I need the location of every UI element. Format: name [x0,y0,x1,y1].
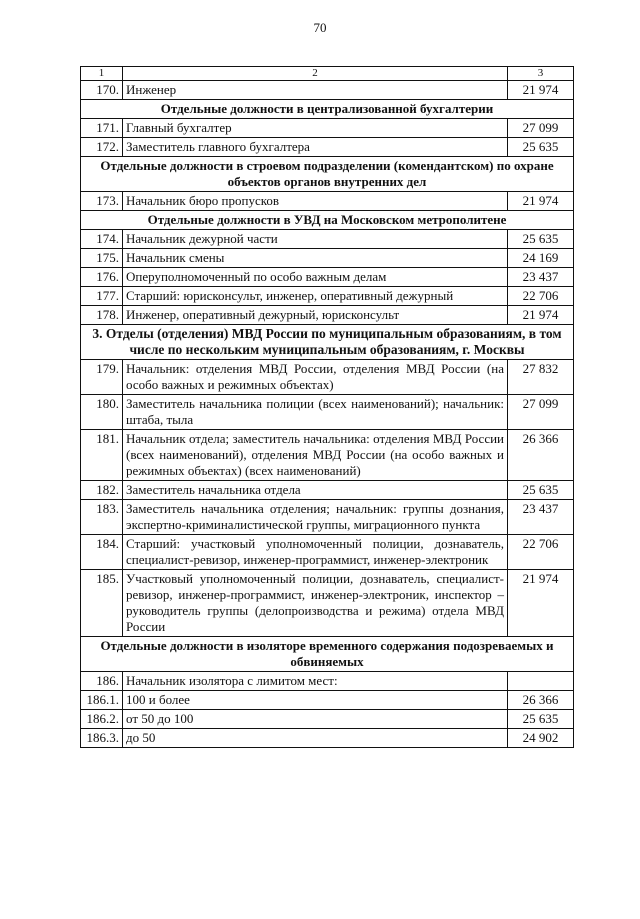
table-row [81,81,574,100]
salary-value: 21 974 [508,192,574,211]
salary-value: 24 169 [508,249,574,268]
salary-value: 26 366 [508,430,574,481]
table-row [81,500,574,535]
section-heading: Отдельные должности в строевом подразделении (комендантском) по охране объектов органов внутренних дел [81,157,574,192]
section-heading-row [81,157,574,192]
salary-value: 21 974 [508,81,574,100]
table-row [81,395,574,430]
header-col-3: 3 [508,67,574,81]
salary-value: 23 437 [508,268,574,287]
table-row [81,672,574,691]
salary-table [80,66,574,748]
salary-value [508,672,574,691]
salary-value: 26 366 [508,691,574,710]
section-heading-row [81,211,574,230]
position-name: Заместитель начальника отделения; начальник: группы дознания, экспертно-криминалистической группы, миграционного пункта [123,500,508,535]
section-heading: Отдельные должности в изоляторе временного содержания подозреваемых и обвиняемых [81,637,574,672]
position-name: Начальник изолятора с лимитом мест: [123,672,508,691]
row-number: 186. [81,672,123,691]
table-row [81,268,574,287]
position-name: Начальник: отделения МВД России, отделения МВД России (на особо важных и режимных объектах) [123,360,508,395]
page-number: 70 [313,20,327,35]
table-row [81,430,574,481]
row-number: 173. [81,192,123,211]
table-row [81,287,574,306]
table-row [81,710,574,729]
row-number: 185. [81,570,123,637]
row-number: 172. [81,138,123,157]
salary-value: 21 974 [508,570,574,637]
section-heading: Отдельные должности в УВД на Московском метрополитене [81,211,574,230]
table-row [81,729,574,748]
row-number: 178. [81,306,123,325]
row-number: 177. [81,287,123,306]
position-name: Заместитель начальника полиции (всех наименований); начальник: штаба, тыла [123,395,508,430]
table-header-row [81,67,574,81]
row-number: 170. [81,81,123,100]
position-name: 100 и более [123,691,508,710]
salary-value: 23 437 [508,500,574,535]
row-number: 186.2. [81,710,123,729]
row-number: 181. [81,430,123,481]
table-row [81,138,574,157]
table-row [81,192,574,211]
table-row [81,481,574,500]
salary-value: 27 099 [508,119,574,138]
position-name: Инженер, оперативный дежурный, юрисконсульт [123,306,508,325]
row-number: 184. [81,535,123,570]
salary-value: 22 706 [508,287,574,306]
row-number: 183. [81,500,123,535]
table-row [81,691,574,710]
section-heading-row [81,637,574,672]
header-col-1: 1 [81,67,123,81]
chapter-heading: 3. Отделы (отделения) МВД России по муниципальным образованиям, в том числе по нескольким муниципальным образованиям, г. Москвы [81,325,574,360]
section-heading-row [81,100,574,119]
table-row [81,119,574,138]
position-name: Начальник бюро пропусков [123,192,508,211]
salary-value: 24 902 [508,729,574,748]
salary-value: 21 974 [508,306,574,325]
table-row [81,570,574,637]
row-number: 176. [81,268,123,287]
position-name: Главный бухгалтер [123,119,508,138]
table-row [81,535,574,570]
row-number: 179. [81,360,123,395]
table-row [81,360,574,395]
row-number: 174. [81,230,123,249]
chapter-heading-row [81,325,574,360]
header-col-2: 2 [123,67,508,81]
salary-value: 25 635 [508,481,574,500]
position-name: Участковый уполномоченный полиции, дознаватель, специалист-ревизор, инженер-программист, инженер-электроник, инспектор – руководитель группы (делопроизводства и режима) отдела МВД России [123,570,508,637]
salary-value: 25 635 [508,230,574,249]
row-number: 182. [81,481,123,500]
section-heading: Отдельные должности в централизованной бухгалтерии [81,100,574,119]
salary-value: 25 635 [508,710,574,729]
row-number: 175. [81,249,123,268]
table-row [81,306,574,325]
salary-value: 27 099 [508,395,574,430]
salary-value: 27 832 [508,360,574,395]
row-number: 171. [81,119,123,138]
position-name: Заместитель главного бухгалтера [123,138,508,157]
row-number: 186.1. [81,691,123,710]
position-name: до 50 [123,729,508,748]
salary-value: 22 706 [508,535,574,570]
row-number: 186.3. [81,729,123,748]
position-name: Инженер [123,81,508,100]
position-name: Начальник дежурной части [123,230,508,249]
position-name: Начальник смены [123,249,508,268]
salary-value: 25 635 [508,138,574,157]
row-number: 180. [81,395,123,430]
position-name: от 50 до 100 [123,710,508,729]
position-name: Старший: юрисконсульт, инженер, оперативный дежурный [123,287,508,306]
position-name: Старший: участковый уполномоченный полиции, дознаватель, специалист-ревизор, инженер-программист, инженер-электроник [123,535,508,570]
table-row [81,249,574,268]
position-name: Начальник отдела; заместитель начальника: отделения МВД России (всех наименований), отделения МВД России (на особо важных и режимных объектах) (всех наименований) [123,430,508,481]
position-name: Заместитель начальника отдела [123,481,508,500]
table-row [81,230,574,249]
position-name: Оперуполномоченный по особо важным делам [123,268,508,287]
